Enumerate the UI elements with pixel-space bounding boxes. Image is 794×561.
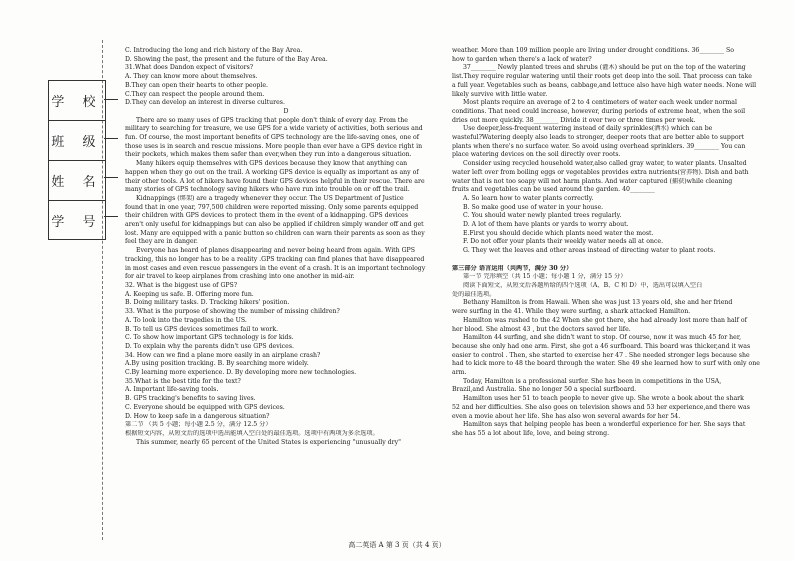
text-line: 37________ Newly planted trees and shrubs (灌木) should be put on the top of the watering [463, 64, 746, 72]
text-line [452, 256, 768, 265]
text-line: C.By learning more experience. D. By developing more new technologies. [125, 369, 357, 377]
text-line: Many hikers equip themselves with GPS devices because they know that anything can [136, 160, 408, 168]
text-line: Hamilton was rushed to the 42 When she got there, she had already lost more than half of [463, 316, 747, 324]
text-line: 34. How can we find a plane more easily in an airplane crash? [125, 351, 321, 359]
text-line: wasteful?Watering deeply also leads to stronger, deeper roots that are better able to support [452, 134, 745, 142]
text-line: 32. What is the biggest use of GPS? [125, 281, 238, 289]
text-line: This summer, nearly 65 percent of the United States is experiencing "unusually dry" [136, 438, 401, 446]
text-line: their pockets, which makes them safer than ever,when they run into a dangerous situation. [125, 151, 412, 159]
text-line: C. To show how important GPS technology is for kids. [125, 334, 294, 342]
text-line: even a movie about her life. She has also won several awards for her 54. [452, 412, 681, 420]
text-line: easier to control . Then, she started to exercise her 47 . She needed stronger legs because she [452, 351, 750, 359]
text-line: Consider using recycled household water,also called gray water, to water plants. Unsalted [463, 160, 747, 168]
text-line: their other tools. A lot of hikers have found their GPS devices helpful in their rescue. There are [125, 177, 425, 185]
school-label: 学 校 [49, 81, 105, 121]
text-line: for air travel to keep airplanes from crashing into one another in mid-air. [125, 273, 355, 281]
text-line: D. Showing the past, the present and the future of the Bay Area. [125, 55, 328, 63]
text-line: Brazil,and Australia. She no longer 50 a special surfboard. [452, 386, 637, 394]
text-line: her blood. She almost 43 , but the doctors saved her life. [452, 325, 631, 333]
text-line: D.They can develop an interest in diverse cultures. [125, 99, 285, 107]
class-label: 班 级 [49, 121, 105, 161]
student-id-label: 学 号 [51, 215, 103, 230]
text-line: 35.What is the best title for the text? [125, 377, 241, 385]
text-line: C. You should water newly planted trees regularly. [463, 212, 622, 220]
text-line: Hamilton 44 surfing, and she didn't want to stop. Of course, now it was much 45 for her, [463, 334, 742, 342]
text-line: dries out more quickly. 38________ Divide it over two or three times per week. [452, 116, 696, 124]
text-line: aren't only useful for kidnappings but can also be applied if children simply wander off and get [125, 221, 424, 229]
text-line: because she only had one arm. First, she got a 46 surfboard. This board was thicker,and it was [452, 342, 751, 350]
text-line: C. Everyone should be equipped with GPS devices. [125, 403, 285, 411]
text-line: 第二节 （共 5 小题；每小题 2.5 分，满分 12.5 分） [125, 421, 272, 429]
text-line: Use deeper,less-frequent watering instead of daily sprinkles(洒水) which can be [463, 125, 713, 133]
text-line: A. To look into the tragedies in the US. [125, 316, 247, 324]
text-line: C.They can respect the people around them. [125, 90, 265, 98]
text-line: were surfing in the 41. While they were surfing, a shark attacked Hamilton. [452, 308, 691, 316]
text-line: a full year. Vegetables such as beans, cabbage,and lettuce also have high water needs. None will [452, 81, 757, 89]
text-line: many stories of GPS technology saving hikers who have run into trouble on or off the trail. [125, 186, 410, 194]
text-line: water that is not too soapy will not harm plants. And water captured (捕获)while cleaning [452, 177, 733, 185]
text-line: D. A lot of them have plants or yards to worry about. [463, 221, 629, 229]
name-label: 姓 名 [49, 161, 105, 201]
text-line: B. GPS tracking's benefits to saving lives. [125, 395, 256, 403]
text-line: A. Important life-saving tools. [125, 386, 219, 394]
text-line: happen when they go out on the trail. A working GPS device is equally as important as any of [125, 168, 419, 176]
text-line: she has 55 a lot about life, love, and being strong. [452, 429, 610, 437]
text-line: C. Introducing the long and rich history of the Bay Area. [125, 47, 303, 54]
info-fill-line [104, 99, 118, 100]
text-line: D [283, 107, 289, 115]
text-line: Kidnappings (绑架) are a tragedy whenever they occur. The US Department of Justice [136, 194, 404, 202]
text-line: There are so many uses of GPS tracking that people don't think of every day. From the [136, 116, 408, 124]
text-line: B. To tell us GPS devices sometimes fail to work. [125, 325, 279, 333]
text-line: B. Doing military tasks. D. Tracking hikers' position. [125, 299, 290, 307]
text-line: found that in one year, 797,500 children were reported missing. Only some parents equipped [125, 203, 419, 211]
text-line: arm. [452, 369, 467, 377]
text-line: in most cases and even rescue passengers in the event of a crash. It is an important technology [125, 264, 426, 272]
text-line: B.They can open their hearts to other people. [125, 81, 268, 89]
text-line: Hamilton uses her 51 to teach people to never give up. She wrote a book about the shark [463, 395, 744, 403]
text-line: list.They require regular watering until their roots get deep into the soil. That process can take [452, 73, 752, 81]
text-line: Bethany Hamilton is from Hawaii. When she was just 13 years old, she and her friend [463, 299, 733, 307]
text-line: D. To explain why the parents didn't use GPS devices. [125, 342, 294, 350]
text-line: Everyone has heard of planes disappearing and never being heard from again. With GPS [136, 247, 415, 255]
text-line: 52 and her difficulties. She also goes on television shows and 53 her experience,and there was [452, 403, 750, 411]
text-line: B. So make good use of water in your house. [463, 203, 604, 211]
text-line: place watering devices on the soil directly over roots. [452, 151, 621, 159]
text-line: lost. Many are equipped with a panic button so children can warn their parents as soon as they [125, 229, 425, 237]
text-line: fun. Of course, the most important benefits of GPS technology are the life-saving ones, one of [125, 134, 420, 142]
text-line: how to garden when there's a lack of water? [452, 55, 592, 63]
text-line: fruits and vegetables can be used around the garden. 40________ [452, 186, 655, 194]
text-line: feel they are in danger. [125, 238, 198, 246]
text-line: plants when there's no surface water. So avoid using overhead sprinklers. 39________ You can [452, 142, 746, 150]
text-line: 31.What does Dandon expect of visitors? [125, 64, 254, 72]
text-line: tracking, this no longer has to be a reality .GPS tracking can find planes that have disappeared [125, 255, 425, 263]
text-line: 阅读下面短文，从短文后各题所给的四个选项（A、B、C 和 D）中，选出可以填入空白 [463, 281, 703, 289]
text-line: Most plants require an average of 2 to 4 centimeters of water each week under normal [463, 99, 737, 107]
right-text-column [452, 47, 768, 522]
text-line: E.First you should decide which plants need water the most. [463, 229, 654, 237]
info-fill-line [104, 138, 118, 139]
text-line: Hamilton says that helping people has been a wonderful experience for her. She says that [463, 421, 746, 429]
text-line: conditions. That need could increase, however, during periods of extreme heat, when the soil [452, 107, 746, 115]
text-line: D. How to keep safe in a dangerous situation? [125, 412, 270, 420]
text-line: A. They can know more about themselves. [125, 73, 258, 81]
text-line: 第一节 完形填空（共 15 小题；每小题 1 分，满分 15 分） [463, 273, 627, 281]
text-line: had to kick more to 48 the board through the water. She 49 she learned how to surf with only one [452, 360, 760, 368]
text-line: likely survive with little water. [452, 90, 548, 98]
text-line: 根据短文内容，从短文后的选项中选出能填入空白处的最佳选项。选项中有两项为多余选项。 [125, 429, 379, 437]
text-line: Today, Hamilton is a professional surfer. She has been in competitions in the USA, [463, 377, 722, 385]
left-text-column [125, 47, 447, 525]
info-fill-line [104, 177, 118, 178]
text-line: A. So learn how to water plants correctly. [463, 194, 594, 202]
text-line: A. Keeping us safe. B. Offering more fun. [125, 290, 254, 298]
text-line: water left over from boiling eggs or vegetables provides extra nutrients(营养物). Dish and bath [452, 168, 749, 176]
text-line: G. They wet the leaves and other areas instead of directing water to plant roots. [463, 247, 716, 255]
student-info-box [48, 80, 106, 240]
text-line: 33. What is the purpose of showing the number of missing children? [125, 308, 340, 316]
text-line: 处的最佳选项。 [452, 290, 496, 298]
info-fill-line [104, 216, 118, 217]
text-line: those uses is in search and rescue missions. More people than ever have a GPS device right in [125, 142, 423, 150]
text-line: military to searching for treasure, we use GPS for a wide variety of activities, both serious and [125, 125, 423, 133]
text-line: their children with GPS devices to protect them in the event of a kidnapping. GPS devices [125, 212, 409, 220]
page-footer: 高二英语 A 第 3 页（共 4 页） [348, 541, 446, 549]
text-line: A.By using position tracking. B. By searching more widely. [125, 360, 309, 368]
text-line: F. Do not offer your plants their weekly water needs all at once. [463, 238, 664, 246]
text-line: 第三部分 语言运用（共两节，满分 30 分） [452, 264, 573, 272]
text-line: weather. More than 109 million people are living under drought conditions. 36________ So [452, 47, 735, 54]
